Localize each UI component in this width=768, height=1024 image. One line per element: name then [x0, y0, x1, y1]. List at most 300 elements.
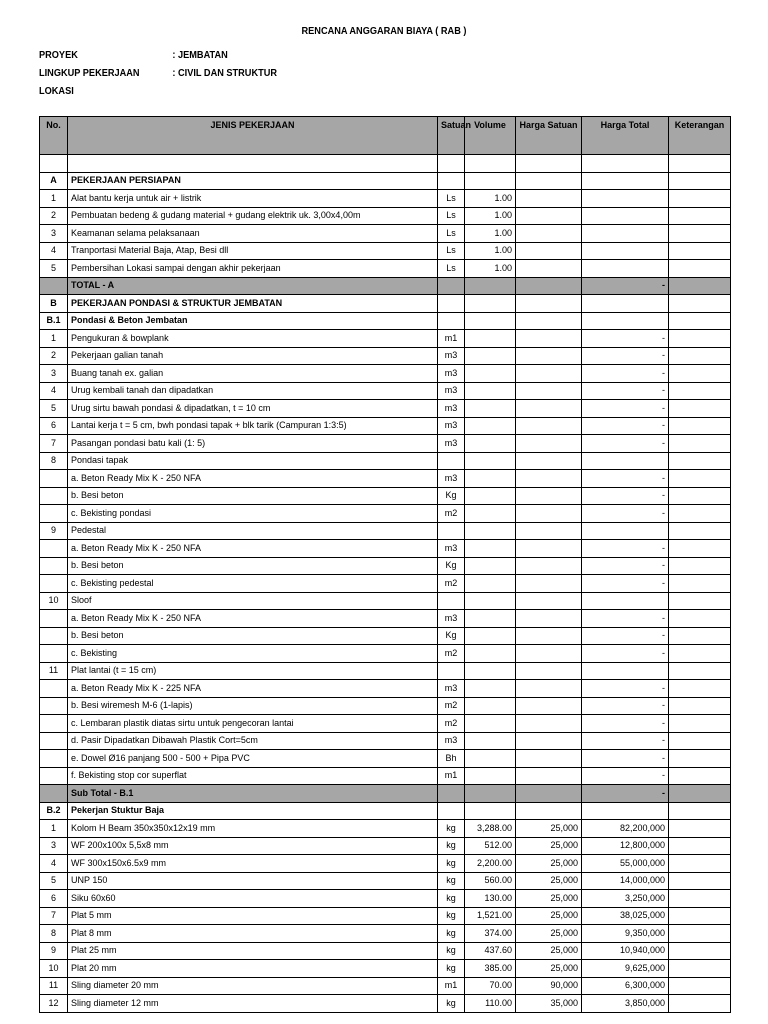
- row-unit-price: [516, 207, 582, 225]
- section-row: [40, 295, 731, 313]
- row-unit-price: 25,000: [516, 872, 582, 890]
- row-unit: [438, 172, 465, 190]
- table-row: [40, 557, 731, 575]
- col-header-unit: Satuan: [438, 117, 465, 155]
- row-number: 7: [40, 907, 68, 925]
- row-description: a. Beton Ready Mix K - 225 NFA: [68, 680, 438, 698]
- row-number: 5: [40, 400, 68, 418]
- row-unit-price: [516, 155, 582, 173]
- row-remarks: [669, 312, 731, 330]
- row-unit-price: [516, 330, 582, 348]
- table-row: [40, 417, 731, 435]
- row-total-price: [582, 155, 669, 173]
- row-unit: kg: [438, 925, 465, 943]
- row-number: 12: [40, 995, 68, 1013]
- row-volume: 130.00: [465, 890, 516, 908]
- row-remarks: [669, 295, 731, 313]
- table-row: [40, 890, 731, 908]
- row-unit-price: 25,000: [516, 925, 582, 943]
- row-volume: 437.60: [465, 942, 516, 960]
- row-number: 8: [40, 925, 68, 943]
- row-description: Pondasi & Beton Jembatan: [68, 312, 438, 330]
- row-remarks: [669, 260, 731, 278]
- row-total-price: 6,300,000: [582, 977, 669, 995]
- row-unit-price: [516, 627, 582, 645]
- row-description: c. Bekisting: [68, 645, 438, 663]
- row-number: [40, 540, 68, 558]
- row-unit-price: [516, 400, 582, 418]
- row-number: [40, 715, 68, 733]
- col-header-description: JENIS PEKERJAAN: [68, 117, 438, 155]
- table-row: [40, 487, 731, 505]
- table-row: [40, 575, 731, 593]
- row-volume: [465, 172, 516, 190]
- total-row: [40, 277, 731, 295]
- row-remarks: [669, 435, 731, 453]
- table-row: [40, 820, 731, 838]
- row-number: 1: [40, 820, 68, 838]
- row-description: Plat 20 mm: [68, 960, 438, 978]
- row-description: Sling diameter 12 mm: [68, 995, 438, 1013]
- row-number: 10: [40, 592, 68, 610]
- row-number: 8: [40, 452, 68, 470]
- row-total-price: -: [582, 557, 669, 575]
- row-total-price: -: [582, 645, 669, 663]
- row-total-price: 55,000,000: [582, 855, 669, 873]
- row-unit-price: 25,000: [516, 890, 582, 908]
- row-number: [40, 155, 68, 173]
- row-number: [40, 732, 68, 750]
- row-number: B.2: [40, 802, 68, 820]
- row-description: Sloof: [68, 592, 438, 610]
- row-description: Kolom H Beam 350x350x12x19 mm: [68, 820, 438, 838]
- row-description: Pondasi tapak: [68, 452, 438, 470]
- col-header-volume: Volume: [465, 117, 516, 155]
- row-unit: kg: [438, 890, 465, 908]
- row-description: Alat bantu kerja untuk air + listrik: [68, 190, 438, 208]
- row-unit-price: 35,000: [516, 995, 582, 1013]
- row-description: Pedestal: [68, 522, 438, 540]
- row-unit-price: [516, 452, 582, 470]
- row-total-price: [582, 190, 669, 208]
- row-unit-price: 25,000: [516, 837, 582, 855]
- row-number: [40, 645, 68, 663]
- table-row: [40, 715, 731, 733]
- table-row: [40, 242, 731, 260]
- meta-value: : CIVIL DAN STRUKTUR: [172, 68, 278, 79]
- row-description: PEKERJAAN PERSIAPAN: [68, 172, 438, 190]
- row-volume: [465, 750, 516, 768]
- row-total-price: 82,200,000: [582, 820, 669, 838]
- table-row: [40, 382, 731, 400]
- row-number: 11: [40, 662, 68, 680]
- col-header-total-price: Harga Total: [582, 117, 669, 155]
- row-unit-price: [516, 610, 582, 628]
- row-remarks: [669, 802, 731, 820]
- row-volume: [465, 662, 516, 680]
- row-remarks: [669, 347, 731, 365]
- row-number: 3: [40, 225, 68, 243]
- row-total-price: 9,350,000: [582, 925, 669, 943]
- row-unit: m3: [438, 382, 465, 400]
- row-volume: 70.00: [465, 977, 516, 995]
- row-unit-price: [516, 242, 582, 260]
- table-row: [40, 942, 731, 960]
- row-description: UNP 150: [68, 872, 438, 890]
- row-unit: [438, 802, 465, 820]
- row-remarks: [669, 225, 731, 243]
- row-unit-price: [516, 680, 582, 698]
- table-row: [40, 855, 731, 873]
- row-total-price: -: [582, 505, 669, 523]
- row-total-price: -: [582, 330, 669, 348]
- row-unit: m3: [438, 347, 465, 365]
- row-number: [40, 470, 68, 488]
- table-row: [40, 207, 731, 225]
- meta-value: : JEMBATAN: [172, 50, 228, 61]
- row-description: a. Beton Ready Mix K - 250 NFA: [68, 540, 438, 558]
- row-volume: 1.00: [465, 225, 516, 243]
- row-remarks: [669, 155, 731, 173]
- row-volume: 385.00: [465, 960, 516, 978]
- row-description: Keamanan selama pelaksanaan: [68, 225, 438, 243]
- table-row: [40, 960, 731, 978]
- row-volume: [465, 557, 516, 575]
- table-row: [40, 977, 731, 995]
- row-unit: [438, 312, 465, 330]
- row-number: [40, 767, 68, 785]
- row-description: Pembersihan Lokasi sampai dengan akhir pekerjaan: [68, 260, 438, 278]
- row-total-price: -: [582, 575, 669, 593]
- row-total-price: -: [582, 347, 669, 365]
- meta-key: LINGKUP PEKERJAAN: [39, 68, 140, 79]
- row-unit-price: [516, 575, 582, 593]
- row-unit-price: [516, 417, 582, 435]
- row-unit: m2: [438, 505, 465, 523]
- row-description: Buang tanah ex. galian: [68, 365, 438, 383]
- row-total-price: -: [582, 610, 669, 628]
- row-unit-price: 25,000: [516, 942, 582, 960]
- row-volume: 1.00: [465, 207, 516, 225]
- table-row: [40, 470, 731, 488]
- row-remarks: [669, 872, 731, 890]
- row-volume: [465, 540, 516, 558]
- row-unit-price: [516, 802, 582, 820]
- row-unit-price: [516, 732, 582, 750]
- row-remarks: [669, 960, 731, 978]
- row-remarks: [669, 190, 731, 208]
- row-remarks: [669, 627, 731, 645]
- row-remarks: [669, 330, 731, 348]
- row-number: [40, 557, 68, 575]
- row-unit-price: [516, 382, 582, 400]
- col-header-remarks: Keterangan: [669, 117, 731, 155]
- row-unit: kg: [438, 907, 465, 925]
- row-unit: m3: [438, 365, 465, 383]
- row-unit: Ls: [438, 225, 465, 243]
- row-description: Pengukuran & bowplank: [68, 330, 438, 348]
- row-unit: [438, 522, 465, 540]
- row-description: Tranportasi Material Baja, Atap, Besi dll: [68, 242, 438, 260]
- row-volume: [465, 155, 516, 173]
- row-number: 6: [40, 890, 68, 908]
- row-remarks: [669, 505, 731, 523]
- table-row: [40, 452, 731, 470]
- row-description: Plat lantai (t = 15 cm): [68, 662, 438, 680]
- row-volume: [465, 697, 516, 715]
- row-total-price: [582, 260, 669, 278]
- row-total-price: [582, 522, 669, 540]
- table-row: [40, 662, 731, 680]
- row-total-price: 38,025,000: [582, 907, 669, 925]
- row-unit: Kg: [438, 487, 465, 505]
- row-description: PEKERJAAN PONDASI & STRUKTUR JEMBATAN: [68, 295, 438, 313]
- row-volume: [465, 400, 516, 418]
- row-total-price: 3,250,000: [582, 890, 669, 908]
- row-remarks: [669, 767, 731, 785]
- row-unit: Ls: [438, 190, 465, 208]
- row-number: 1: [40, 190, 68, 208]
- row-description: Siku 60x60: [68, 890, 438, 908]
- row-unit: [438, 452, 465, 470]
- row-total-price: -: [582, 540, 669, 558]
- row-remarks: [669, 645, 731, 663]
- row-unit: [438, 277, 465, 295]
- row-number: 10: [40, 960, 68, 978]
- table-row: [40, 767, 731, 785]
- row-number: 4: [40, 242, 68, 260]
- row-description: Plat 8 mm: [68, 925, 438, 943]
- row-unit-price: [516, 715, 582, 733]
- row-total-price: 9,625,000: [582, 960, 669, 978]
- row-unit: m2: [438, 575, 465, 593]
- row-total-price: -: [582, 365, 669, 383]
- row-unit: kg: [438, 855, 465, 873]
- table-row: [40, 190, 731, 208]
- row-total-price: [582, 662, 669, 680]
- row-remarks: [669, 540, 731, 558]
- row-unit: [438, 785, 465, 803]
- row-remarks: [669, 400, 731, 418]
- table-row: [40, 907, 731, 925]
- row-remarks: [669, 907, 731, 925]
- row-unit-price: [516, 505, 582, 523]
- row-remarks: [669, 785, 731, 803]
- row-unit: m3: [438, 470, 465, 488]
- table-row: [40, 697, 731, 715]
- row-unit: Ls: [438, 260, 465, 278]
- row-unit: Kg: [438, 557, 465, 575]
- row-unit: Kg: [438, 627, 465, 645]
- row-unit: m1: [438, 977, 465, 995]
- row-volume: [465, 627, 516, 645]
- row-unit-price: 25,000: [516, 855, 582, 873]
- row-remarks: [669, 995, 731, 1013]
- row-unit-price: [516, 365, 582, 383]
- row-description: Urug kembali tanah dan dipadatkan: [68, 382, 438, 400]
- row-number: A: [40, 172, 68, 190]
- row-unit: Ls: [438, 207, 465, 225]
- row-total-price: -: [582, 680, 669, 698]
- row-unit-price: [516, 172, 582, 190]
- row-unit-price: [516, 540, 582, 558]
- row-description: Pekerjaan galian tanah: [68, 347, 438, 365]
- row-remarks: [669, 452, 731, 470]
- row-unit-price: [516, 750, 582, 768]
- row-total-price: 14,000,000: [582, 872, 669, 890]
- row-remarks: [669, 820, 731, 838]
- row-remarks: [669, 557, 731, 575]
- section-row: [40, 802, 731, 820]
- table-row: [40, 995, 731, 1013]
- row-description: Sling diameter 20 mm: [68, 977, 438, 995]
- row-total-price: -: [582, 435, 669, 453]
- row-unit-price: [516, 662, 582, 680]
- row-volume: [465, 365, 516, 383]
- row-unit: Ls: [438, 242, 465, 260]
- row-total-price: [582, 802, 669, 820]
- row-volume: [465, 575, 516, 593]
- table-row: [40, 540, 731, 558]
- row-total-price: [582, 452, 669, 470]
- row-unit-price: 90,000: [516, 977, 582, 995]
- row-total-price: -: [582, 382, 669, 400]
- row-total-price: [582, 295, 669, 313]
- row-remarks: [669, 942, 731, 960]
- row-number: 4: [40, 382, 68, 400]
- row-number: 5: [40, 872, 68, 890]
- row-unit-price: [516, 347, 582, 365]
- row-remarks: [669, 925, 731, 943]
- row-unit: m3: [438, 610, 465, 628]
- row-number: [40, 697, 68, 715]
- table-row: [40, 680, 731, 698]
- row-total-price: -: [582, 400, 669, 418]
- row-volume: [465, 645, 516, 663]
- table-row: [40, 225, 731, 243]
- row-total-price: 3,850,000: [582, 995, 669, 1013]
- row-number: 3: [40, 365, 68, 383]
- row-description: b. Besi beton: [68, 557, 438, 575]
- row-remarks: [669, 610, 731, 628]
- row-total-price: 10,940,000: [582, 942, 669, 960]
- row-remarks: [669, 470, 731, 488]
- meta-key: PROYEK: [39, 50, 78, 61]
- row-description: c. Bekisting pondasi: [68, 505, 438, 523]
- row-number: 4: [40, 855, 68, 873]
- row-total-price: -: [582, 417, 669, 435]
- table-row: [40, 732, 731, 750]
- row-number: 2: [40, 207, 68, 225]
- row-volume: [465, 312, 516, 330]
- row-remarks: [669, 487, 731, 505]
- row-remarks: [669, 575, 731, 593]
- row-unit: m1: [438, 330, 465, 348]
- row-number: [40, 487, 68, 505]
- row-unit-price: [516, 785, 582, 803]
- row-total-price: -: [582, 470, 669, 488]
- section-row: [40, 312, 731, 330]
- table-header-row: [40, 117, 731, 155]
- row-description: Plat 5 mm: [68, 907, 438, 925]
- row-volume: [465, 505, 516, 523]
- row-unit-price: [516, 557, 582, 575]
- table-row: [40, 522, 731, 540]
- row-number: 6: [40, 417, 68, 435]
- row-description: a. Beton Ready Mix K - 250 NFA: [68, 470, 438, 488]
- row-remarks: [669, 417, 731, 435]
- row-number: B: [40, 295, 68, 313]
- row-unit: kg: [438, 942, 465, 960]
- row-total-price: [582, 225, 669, 243]
- row-volume: 512.00: [465, 837, 516, 855]
- row-unit: kg: [438, 820, 465, 838]
- table-row: [40, 155, 731, 173]
- row-volume: 110.00: [465, 995, 516, 1013]
- total-row: [40, 785, 731, 803]
- col-header-unit-price: Harga Satuan: [516, 117, 582, 155]
- table-row: [40, 925, 731, 943]
- row-unit-price: [516, 295, 582, 313]
- row-volume: [465, 435, 516, 453]
- row-volume: [465, 732, 516, 750]
- row-description: d. Pasir Dipadatkan Dibawah Plastik Cort=5cm: [68, 732, 438, 750]
- row-number: [40, 627, 68, 645]
- row-description: [68, 155, 438, 173]
- row-description: TOTAL - A: [68, 277, 438, 295]
- row-volume: [465, 487, 516, 505]
- row-remarks: [669, 592, 731, 610]
- row-description: b. Besi beton: [68, 627, 438, 645]
- row-volume: 560.00: [465, 872, 516, 890]
- row-volume: 374.00: [465, 925, 516, 943]
- table-row: [40, 365, 731, 383]
- row-number: [40, 610, 68, 628]
- row-remarks: [669, 855, 731, 873]
- row-unit-price: 25,000: [516, 960, 582, 978]
- section-row: [40, 172, 731, 190]
- row-number: 9: [40, 942, 68, 960]
- row-total-price: -: [582, 627, 669, 645]
- row-remarks: [669, 382, 731, 400]
- row-total-price: [582, 312, 669, 330]
- row-total-price: -: [582, 277, 669, 295]
- row-volume: 1,521.00: [465, 907, 516, 925]
- row-unit: m3: [438, 417, 465, 435]
- row-volume: [465, 767, 516, 785]
- row-unit-price: [516, 697, 582, 715]
- row-remarks: [669, 715, 731, 733]
- row-total-price: -: [582, 697, 669, 715]
- table-row: [40, 645, 731, 663]
- row-remarks: [669, 680, 731, 698]
- row-volume: 1.00: [465, 242, 516, 260]
- row-volume: [465, 802, 516, 820]
- row-total-price: -: [582, 767, 669, 785]
- row-description: b. Besi beton: [68, 487, 438, 505]
- row-unit: m2: [438, 645, 465, 663]
- row-description: Urug sirtu bawah pondasi & dipadatkan, t = 10 cm: [68, 400, 438, 418]
- row-description: c. Bekisting pedestal: [68, 575, 438, 593]
- row-unit: m3: [438, 400, 465, 418]
- table-row: [40, 330, 731, 348]
- row-description: WF 300x150x6.5x9 mm: [68, 855, 438, 873]
- row-unit: kg: [438, 960, 465, 978]
- row-number: 7: [40, 435, 68, 453]
- row-unit: [438, 295, 465, 313]
- table-row: [40, 872, 731, 890]
- row-remarks: [669, 697, 731, 715]
